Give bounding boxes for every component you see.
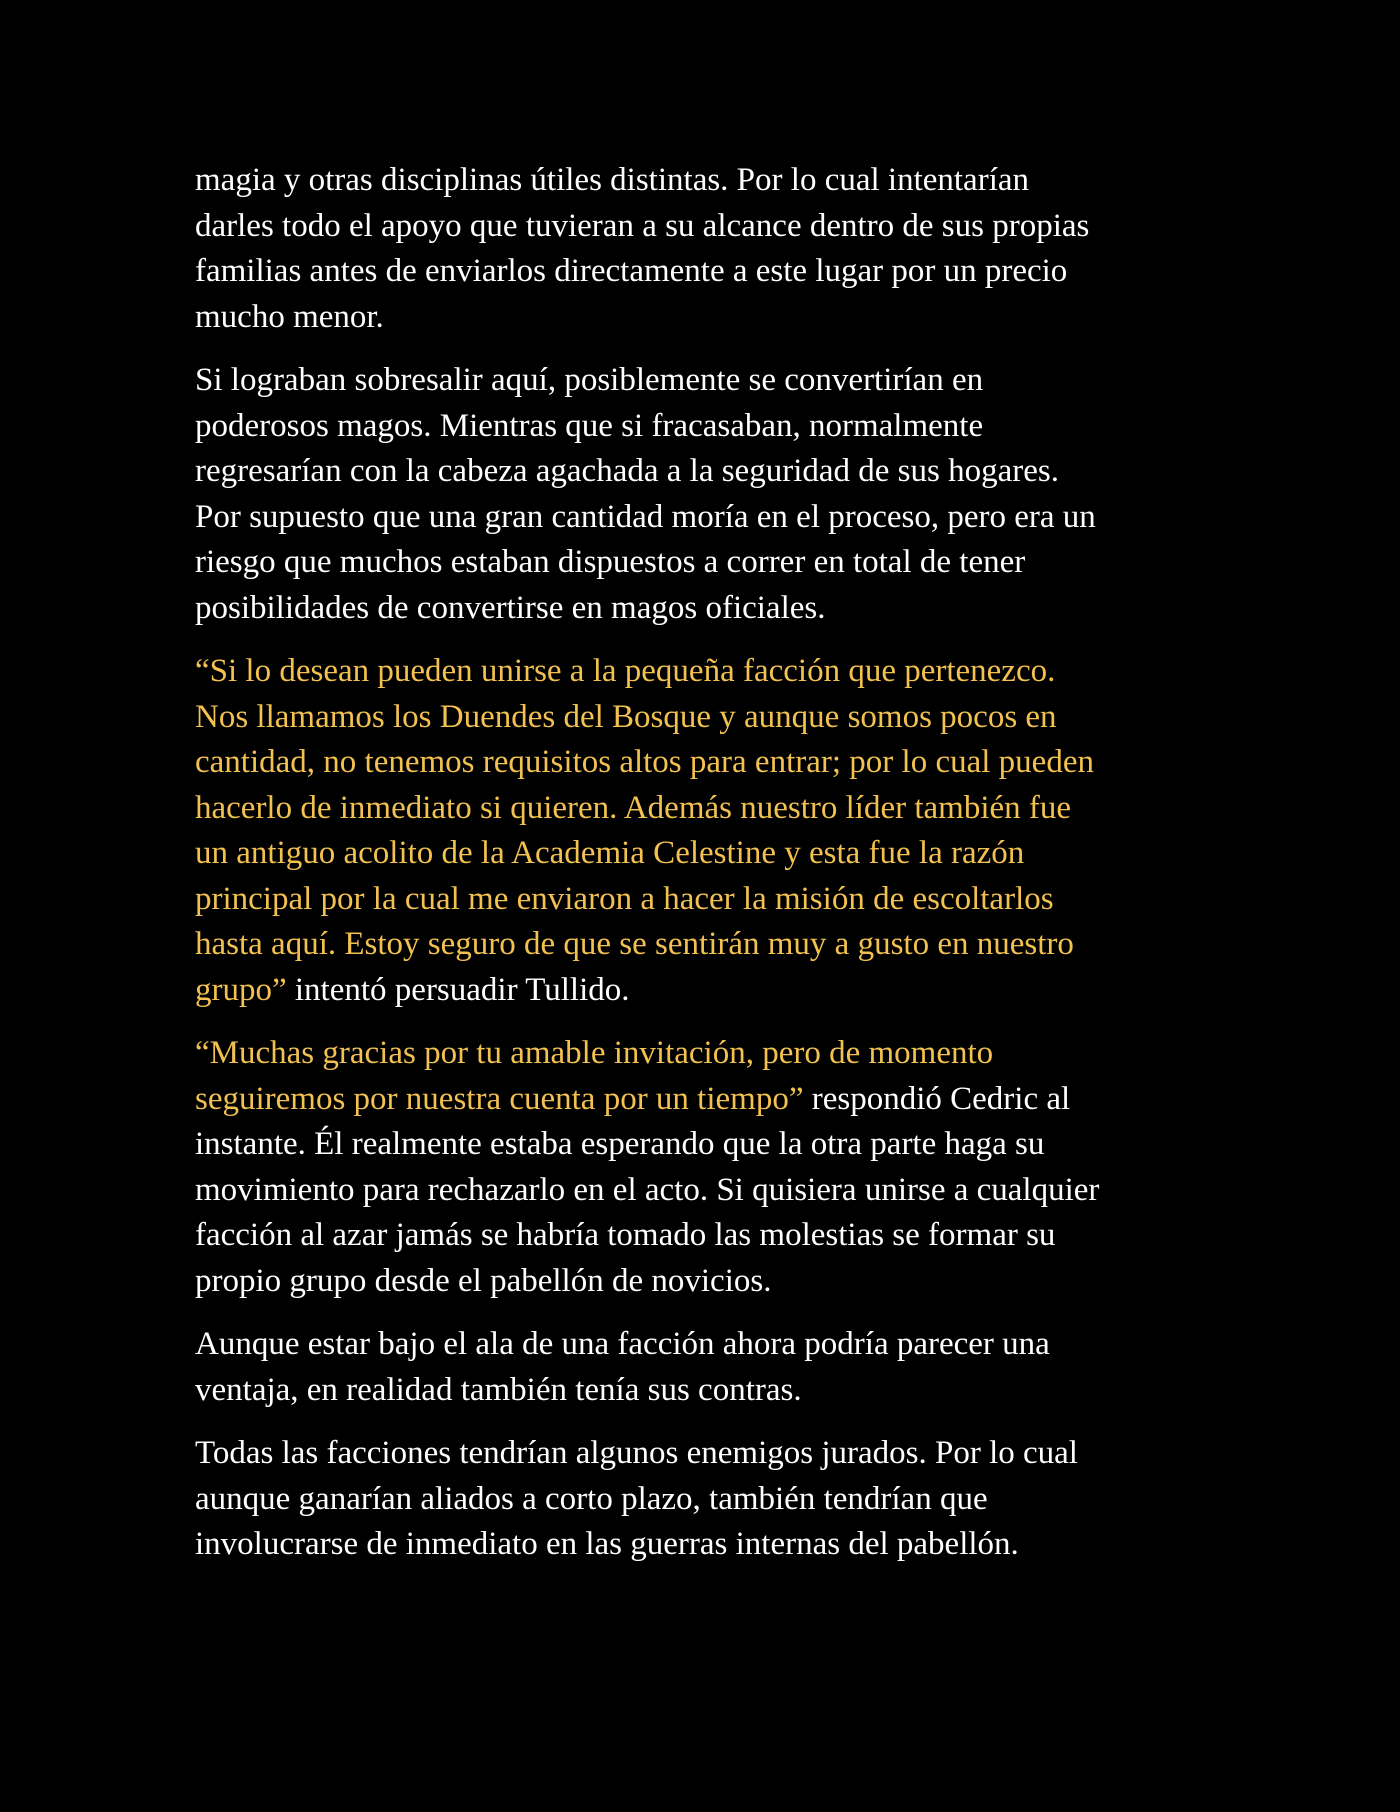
paragraph-1: magia y otras disciplinas útiles distintas. Por lo cual intentarían darles todo el apoyo que tuvieran a su alcance dentro de sus propias familias antes de enviarlos directamente a este lugar por un precio mucho menor. [195, 162, 1090, 335]
paragraph-2: Si lograban sobresalir aquí, posiblemente se convertirían en poderosos magos. Mientras que si fracasaban, normalmente regresarían con la cabeza agachada a la seguridad de sus hogares. Por supuesto que una gran cantidad moría en el proceso, pero era un riesgo que muchos estaban dispuestos a correr en total de tener posibilidades de convertirse en magos oficiales. [195, 362, 1096, 626]
paragraph-6: Todas las facciones tendrían algunos enemigos jurados. Por lo cual aunque ganarían aliados a corto plazo, también tendrían que involucrarse de inmediato en las guerras internas del pabellón. [195, 1435, 1078, 1562]
dialogue-cedric: “Muchas gracias por tu amable invitación, pero de momento seguiremos por nuestra cuenta por un tiempo” [195, 1035, 994, 1117]
paragraph-3 [195, 649, 1215, 1013]
paragraph-5: Aunque estar bajo el ala de una facción ahora podría parecer una ventaja, en realidad también tenía sus contras. [195, 1326, 1050, 1408]
narration-tullido: intentó persuadir Tullido. [286, 971, 630, 1008]
dialogue-tullido: “Si lo desean pueden unirse a la pequeña facción que pertenezco. Nos llamamos los Duendes del Bosque y aunque somos pocos en cantidad, no tenemos requisitos altos para entrar; por lo cual pueden hacerlo de inmediato si quieren. Además nuestro líder también fue un antiguo acolito de la Academia Celestine y esta fue la razón principal por la cual me enviaron a hacer la misión de escoltarlos hasta aquí. Estoy seguro de que se sentirán muy a gusto en nuestro grupo” [195, 653, 1094, 1008]
page-text [195, 158, 1215, 1586]
paragraph-4 [195, 1031, 1215, 1304]
narration-cedric: respondió Cedric al instante. Él realmente estaba esperando que la otra parte haga su movimiento para rechazarlo en el acto. Si quisiera unirse a cualquier facción al azar jamás se habría tomado las molestias se formar su propio grupo desde el pabellón de novicios. [195, 1080, 1100, 1299]
